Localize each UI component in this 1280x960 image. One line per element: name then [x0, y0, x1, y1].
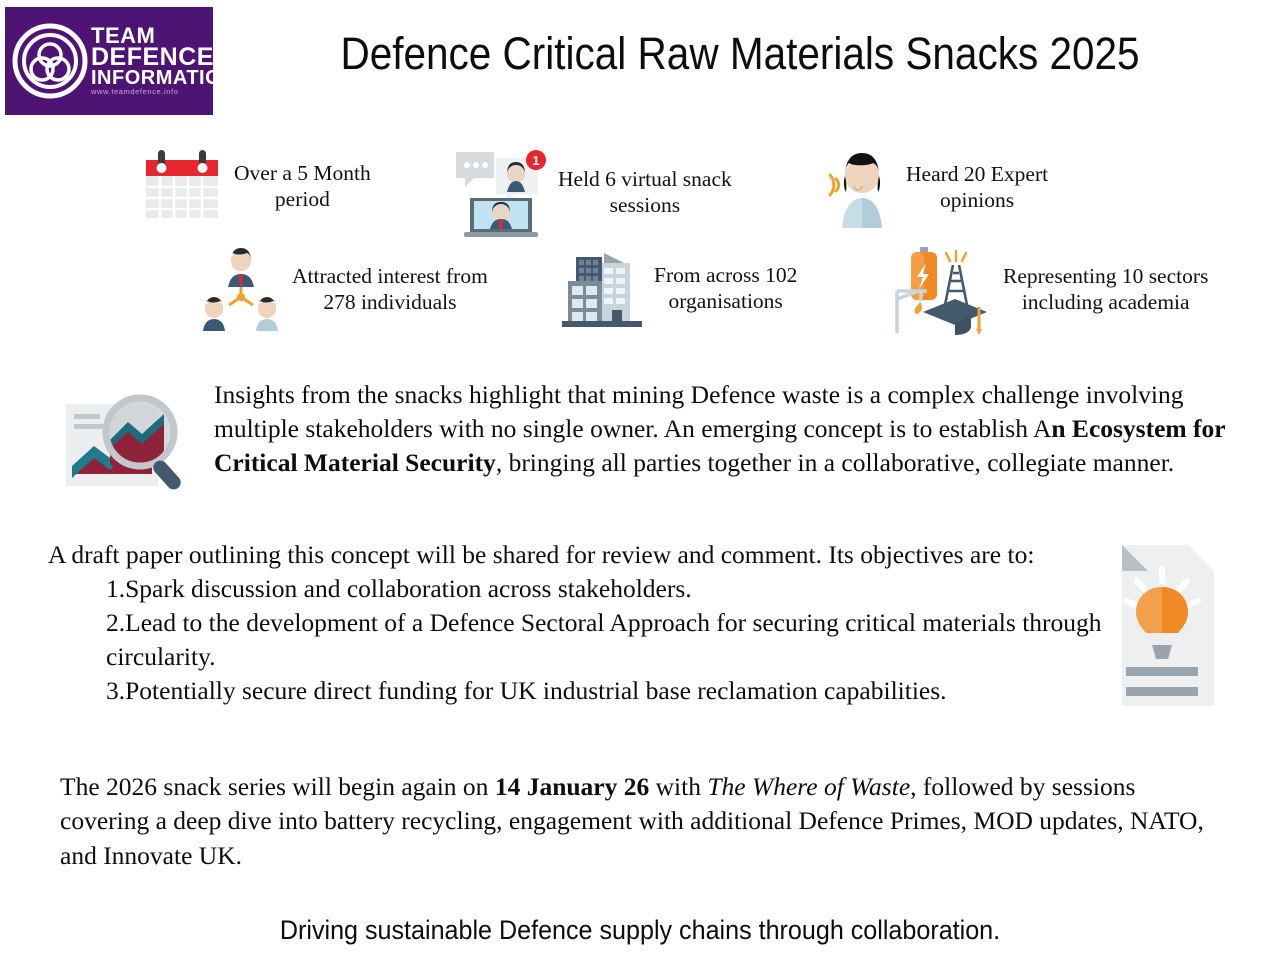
footer-tagline: Driving sustainable Defence supply chains through collaboration. [279, 915, 1001, 945]
stat-item-individuals [200, 247, 488, 331]
stat-text-duration [234, 160, 371, 212]
video-call-icon [452, 146, 548, 238]
stat-line1: Attracted interest from [292, 263, 488, 288]
insight-bold: n Ecosystem for Critical Material Security [214, 413, 1226, 477]
logo-url: www.teamdefence.info [91, 87, 179, 97]
calendar-icon [140, 146, 224, 226]
series-paragraph [60, 770, 1225, 873]
draft-intro: A draft paper outlining this concept will be shared for review and comment. Its objectives are to: [48, 540, 1035, 569]
stat-item-sectors [893, 243, 1208, 335]
stat-item-organisations [560, 247, 797, 329]
insight-block [62, 378, 1252, 502]
people-network-icon [200, 247, 282, 331]
draft-objective-3: 3.Potentially secure direct funding for UK industrial base reclamation capabilities. [106, 675, 947, 705]
stat-text-experts [906, 161, 1048, 213]
logo-line-3: INFORMATION [91, 66, 237, 89]
insight-part2: , bringing all parties together in a collaborative, collegiate manner. [495, 447, 1175, 477]
draft-objective-2: 2.Lead to the development of a Defence Sectoral Approach for securing critical materials through circularity. [106, 607, 1102, 671]
series-date: 14 January 26 [494, 772, 650, 801]
svg-text:1: 1 [532, 153, 540, 168]
stat-line1: Over a 5 Month [234, 160, 371, 185]
stat-text-sectors [1003, 263, 1208, 315]
draft-objectives-list [106, 572, 1108, 708]
chart-magnifier-icon [62, 390, 192, 502]
lightbulb-document-icon [1096, 543, 1226, 708]
stat-line2: sessions [609, 193, 681, 217]
team-defence-information-logo [5, 7, 237, 115]
stat-line2: 278 individuals [323, 290, 457, 314]
stat-line1: Representing 10 sectors [1003, 263, 1209, 288]
stat-text-organisations [654, 262, 797, 314]
sectors-icon [893, 243, 993, 335]
stat-item-duration [140, 146, 371, 226]
stat-text-sessions [558, 166, 732, 218]
series-part2: with [649, 772, 708, 801]
stat-line2: including academia [1021, 290, 1190, 314]
insight-part1: Insights from the snacks highlight that mining Defence waste is a complex challenge involving multiple stakeholders with no single owner. An emerging concept is to establish A [214, 380, 1184, 443]
stat-text-individuals [292, 263, 488, 315]
logo-line-1: TEAM [91, 22, 156, 48]
draft-objective-1: 1.Spark discussion and collaboration across stakeholders. [106, 573, 692, 603]
series-session-title: The Where of Waste [707, 772, 911, 801]
page-title: Defence Critical Raw Materials Snacks 2025 [340, 28, 1140, 79]
logo-line-2: DEFENCE [91, 42, 214, 71]
stat-item-experts [820, 146, 1048, 228]
series-part1: The 2026 snack series will begin again on [60, 772, 495, 801]
listener-icon [820, 146, 896, 228]
insight-paragraph [214, 378, 1252, 480]
stat-line1: From across 102 [654, 262, 798, 287]
stat-line1: Held 6 virtual snack [558, 166, 732, 191]
draft-paper-block [48, 538, 1108, 708]
office-building-icon [560, 247, 644, 329]
triquetra-logo-mark [11, 15, 89, 107]
series-part3: , followed by sessions covering a deep dive into battery recycling, engagement with additional Defence Primes, MOD updates, NATO, and Innovate UK. [60, 772, 1204, 870]
logo-wordmark [91, 22, 237, 97]
stat-line2: opinions [940, 188, 1015, 212]
stat-line2: period [274, 187, 330, 211]
stat-line1: Heard 20 Expert [906, 161, 1049, 186]
stat-item-sessions [452, 146, 732, 238]
stat-line2: organisations [668, 289, 783, 313]
